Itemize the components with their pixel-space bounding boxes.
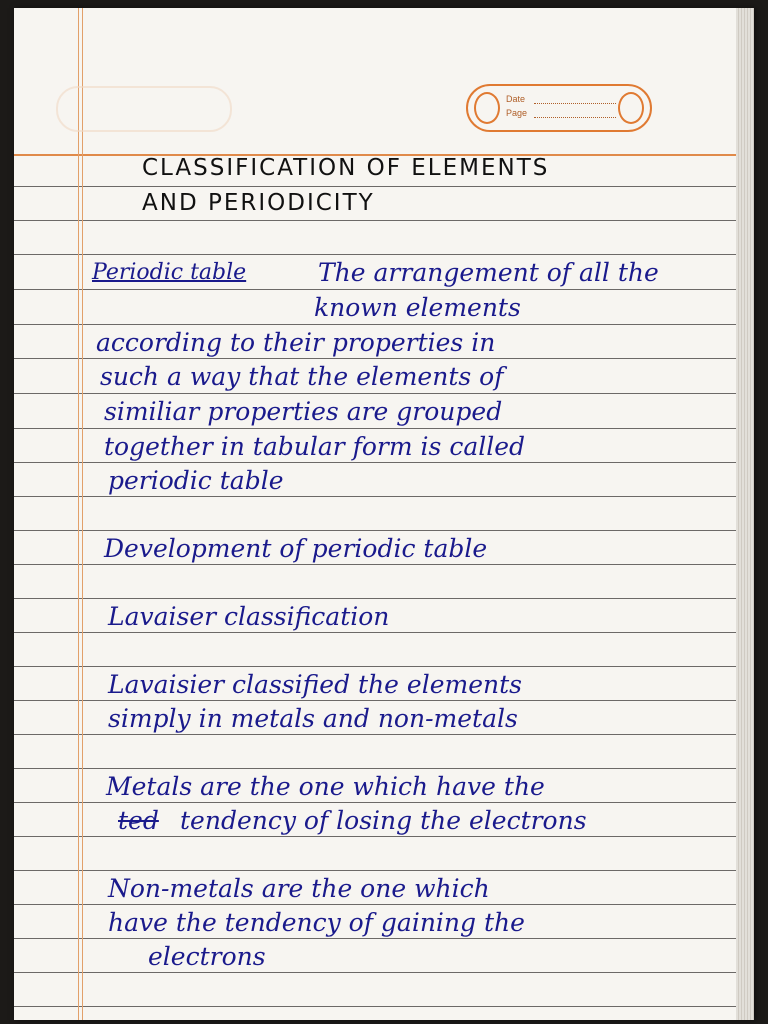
page-title-line1: CLASSIFICATION OF ELEMENTS xyxy=(142,155,550,181)
definition-line: The arrangement of all the xyxy=(318,258,659,287)
ruled-line xyxy=(14,836,736,837)
lavaiser-heading: Lavaiser classification xyxy=(108,602,390,631)
ruled-line xyxy=(14,428,736,429)
ruled-line xyxy=(14,972,736,973)
ruled-line xyxy=(14,254,736,255)
ruled-line xyxy=(14,632,736,633)
page-blank xyxy=(534,117,616,118)
page-label: Page xyxy=(506,108,528,118)
ruled-line xyxy=(14,220,736,221)
ruled-line xyxy=(14,802,736,803)
ruled-line xyxy=(14,358,736,359)
scroll-curl-icon xyxy=(618,92,644,124)
ruled-line xyxy=(14,734,736,735)
ruled-line xyxy=(14,1006,736,1007)
definition-line: known elements xyxy=(314,293,521,322)
lavaisier-text: Lavaisier classified the elements xyxy=(108,670,522,699)
date-page-box xyxy=(466,84,652,132)
date-label: Date xyxy=(506,94,526,104)
ruled-line xyxy=(14,530,736,531)
lavaisier-text: simply in metals and non-metals xyxy=(108,704,518,733)
struck-word: ted xyxy=(118,806,159,835)
page-title-line2: AND PERIODICITY xyxy=(142,190,375,216)
ruled-line xyxy=(14,186,736,187)
date-blank xyxy=(534,103,616,104)
definition-line: according to their properties in xyxy=(96,328,496,357)
ruled-line xyxy=(14,564,736,565)
term-periodic-table: Periodic table xyxy=(92,260,247,285)
ruled-line xyxy=(14,324,736,325)
definition-line: periodic table xyxy=(108,466,284,495)
ruled-line xyxy=(14,938,736,939)
margin-line xyxy=(78,8,79,1020)
page-stack-edge xyxy=(736,8,754,1020)
ruled-line xyxy=(14,496,736,497)
nonmetals-text: Non-metals are the one which xyxy=(108,874,490,903)
ruled-line xyxy=(14,700,736,701)
ruled-line xyxy=(14,598,736,599)
scroll-curl-icon xyxy=(474,92,500,124)
nonmetals-text: electrons xyxy=(148,942,266,971)
definition-line: together in tabular form is called xyxy=(104,432,526,461)
ruled-line xyxy=(14,870,736,871)
metals-text: tendency of losing the electrons xyxy=(180,806,587,835)
ruled-line xyxy=(14,289,736,290)
faint-stamp-impression xyxy=(56,86,232,132)
development-heading: Development of periodic table xyxy=(104,534,488,563)
margin-line xyxy=(82,8,83,1020)
nonmetals-text: have the tendency of gaining the xyxy=(108,908,525,937)
ruled-line xyxy=(14,666,736,667)
ruled-line xyxy=(14,393,736,394)
definition-line: similiar properties are grouped xyxy=(104,397,503,426)
definition-line: such a way that the elements of xyxy=(100,362,504,391)
ruled-line xyxy=(14,904,736,905)
ruled-line xyxy=(14,462,736,463)
notebook-page xyxy=(14,8,754,1020)
metals-text: Metals are the one which have the xyxy=(106,772,545,801)
ruled-line xyxy=(14,768,736,769)
